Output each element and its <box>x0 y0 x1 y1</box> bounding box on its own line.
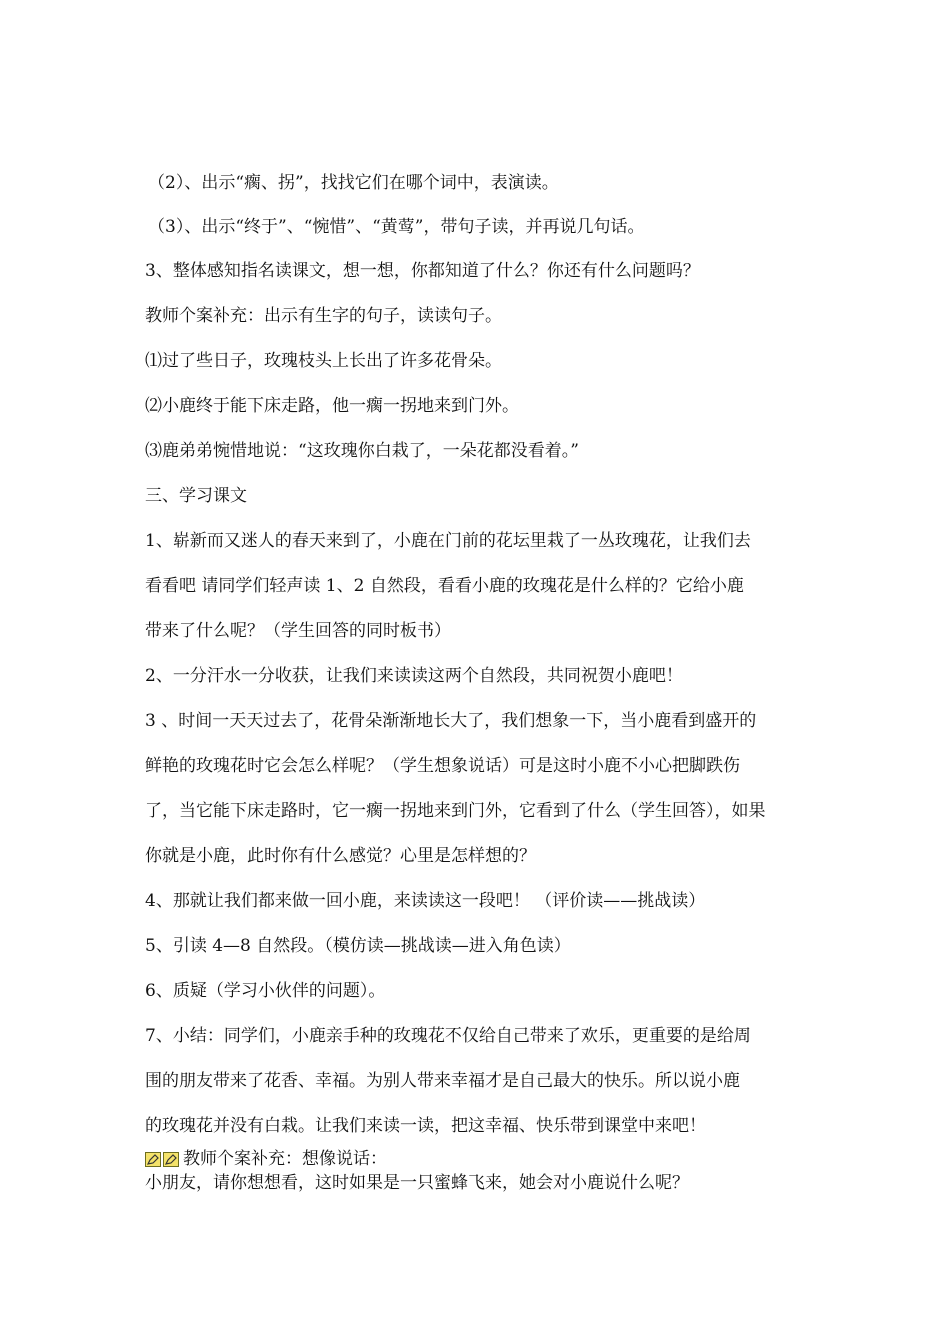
pencil-note-icon <box>163 1152 179 1167</box>
pencil-note-icon <box>145 1152 161 1167</box>
text-line: ⑵小鹿终于能下床走路，他一瘸一拐地来到门外。 <box>145 396 519 416</box>
text-line: 你就是小鹿，此时你有什么感觉？心里是怎样想的？ <box>145 846 536 866</box>
text-line: 鲜艳的玫瑰花时它会怎么样呢？（学生想象说话）可是这时小鹿不小心把脚跌伤 <box>145 756 740 776</box>
text-line: 看看吧 请同学们轻声读 1、2 自然段，看看小鹿的玫瑰花是什么样的？它给小鹿 <box>145 576 744 596</box>
teacher-note-text: 教师个案补充：想像说话： <box>183 1149 387 1169</box>
text-line: 2、一分汗水一分收获，让我们来读读这两个自然段，共同祝贺小鹿吧！ <box>145 666 683 686</box>
text-line: 教师个案补充：出示有生字的句子，读读句子。 <box>145 306 502 326</box>
text-line: 了，当它能下床走路时，它一瘸一拐地来到门外，它看到了什么（学生回答），如果 <box>145 801 766 821</box>
text-line: （3）、出示“终于”、“惋惜”、“黄莺”，带句子读，并再说几句话。 <box>148 217 645 237</box>
text-line: ⑶鹿弟弟惋惜地说：“这玫瑰你白栽了，一朵花都没看着。” <box>145 441 579 461</box>
text-line: 3 、时间一天天过去了，花骨朵渐渐地长大了，我们想象一下，当小鹿看到盛开的 <box>145 711 757 731</box>
text-line: （2）、出示“瘸、拐”，找找它们在哪个词中，表演读。 <box>148 173 559 193</box>
text-line: 小朋友，请你想想看，这时如果是一只蜜蜂飞来，她会对小鹿说什么呢？ <box>145 1173 689 1193</box>
text-line: 的玫瑰花并没有白栽。让我们来读一读，把这幸福、快乐带到课堂中来吧！ <box>145 1116 706 1136</box>
text-line: 6、质疑（学习小伙伴的问题）。 <box>145 981 386 1001</box>
text-line: 4、那就让我们都来做一回小鹿，来读读这一段吧！ （评价读——挑战读） <box>145 891 706 911</box>
text-line: 3、整体感知指名读课文，想一想，你都知道了什么？你还有什么问题吗？ <box>145 261 700 281</box>
text-line: 带来了什么呢？（学生回答的同时板书） <box>145 621 451 641</box>
text-line: ⑴过了些日子，玫瑰枝头上长出了许多花骨朵。 <box>145 351 502 371</box>
note-icons <box>145 1152 181 1167</box>
teacher-note-line <box>145 1146 387 1172</box>
text-line: 1、崭新而又迷人的春天来到了，小鹿在门前的花坛里栽了一丛玫瑰花，让我们去 <box>145 531 751 551</box>
text-line: 围的朋友带来了花香、幸福。为别人带来幸福才是自己最大的快乐。所以说小鹿 <box>145 1071 740 1091</box>
text-line: 5、引读 4—8 自然段。（模仿读—挑战读—进入角色读） <box>145 936 571 956</box>
text-line: 7、小结：同学们，小鹿亲手种的玫瑰花不仅给自己带来了欢乐，更重要的是给周 <box>145 1026 751 1046</box>
section-heading: 三、学习课文 <box>145 486 247 506</box>
